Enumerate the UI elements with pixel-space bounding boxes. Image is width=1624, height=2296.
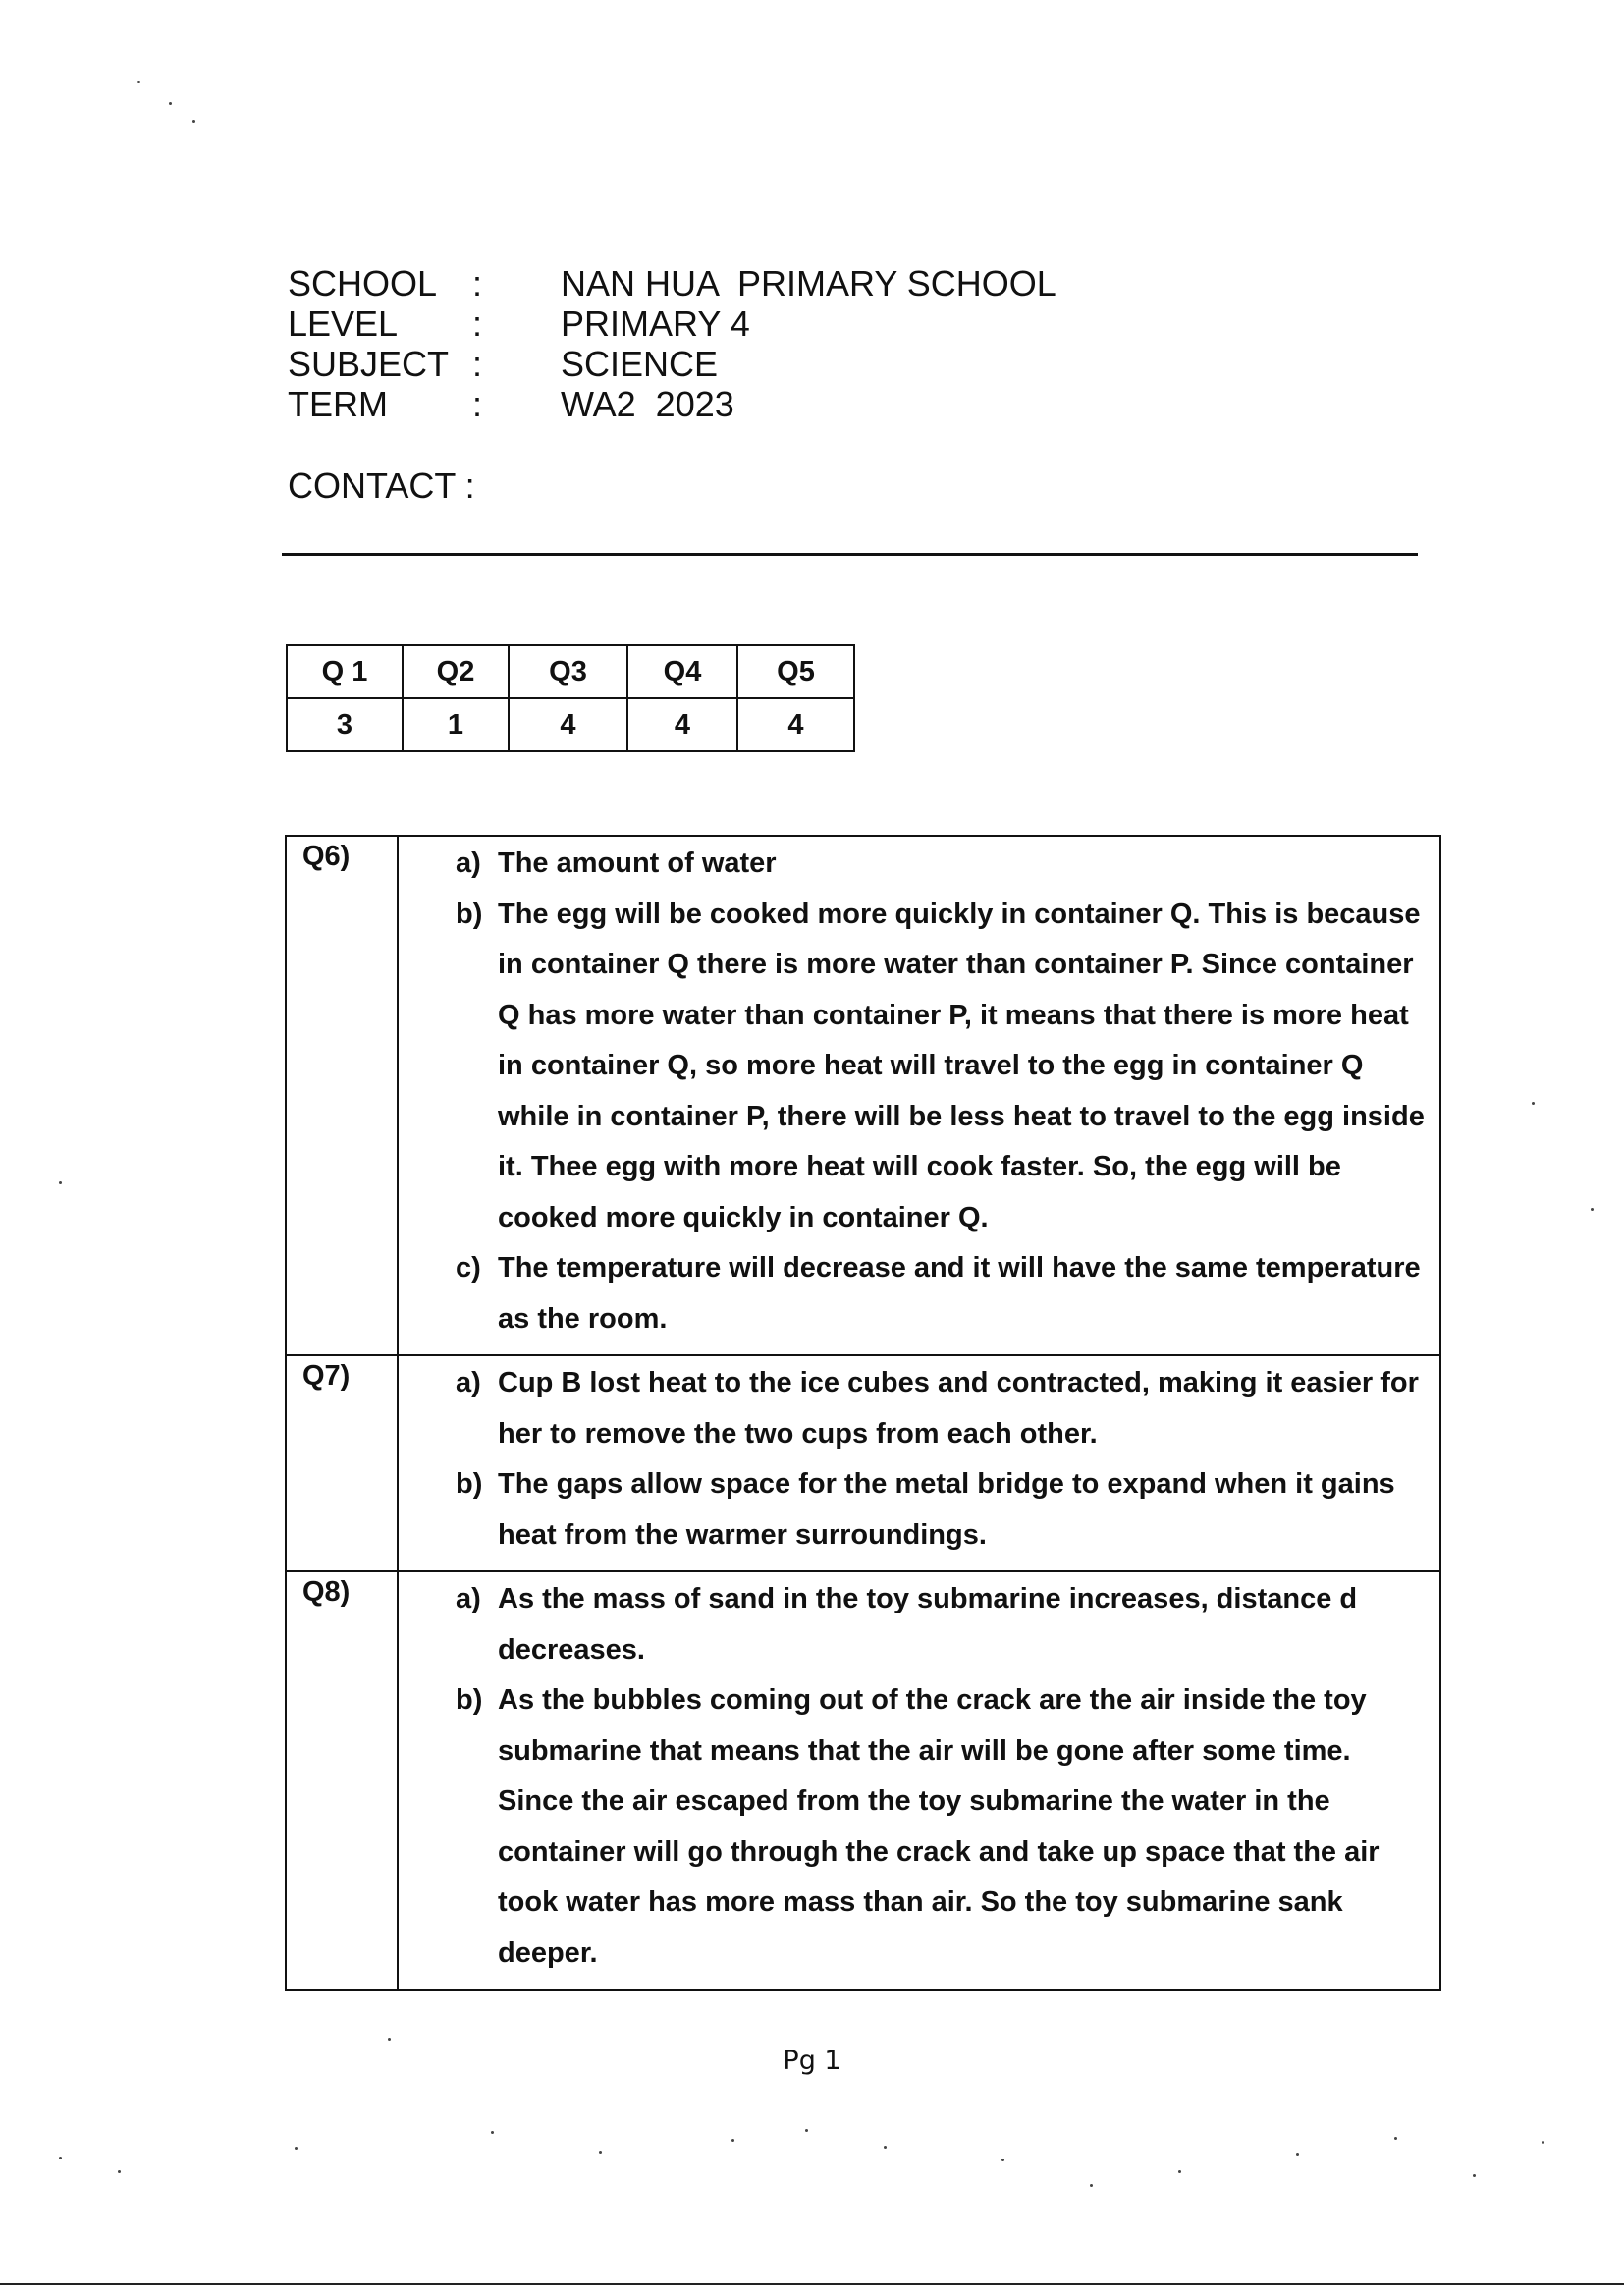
answer-part: [456, 839, 1430, 890]
part-text: The amount of water: [498, 847, 777, 879]
part-text: Cup B lost heat to the ice cubes and contracted, making it easier for her to remove the two cups from each other.: [498, 1367, 1419, 1449]
part-text: The temperature will decrease and it will have the same temperature as the room.: [498, 1252, 1421, 1335]
answer-body: [398, 1571, 1440, 1990]
answer-part: [456, 1243, 1430, 1344]
question-number: Q8): [286, 1571, 398, 1990]
header-divider: [282, 553, 1418, 556]
answer-row-q7: [286, 1355, 1440, 1571]
scan-speck: [192, 120, 195, 123]
info-row-school: [288, 263, 1056, 303]
scan-speck: [731, 2139, 734, 2142]
page-number: Pg 1: [783, 2046, 841, 2076]
info-value-term: WA2 2023: [561, 384, 734, 424]
part-text: The gaps allow space for the metal bridge to expand when it gains heat from the warmer surroundings.: [498, 1468, 1395, 1551]
scan-speck: [1473, 2174, 1476, 2177]
mcq-header-row: [287, 645, 854, 698]
open-ended-answer-table: [285, 835, 1441, 1991]
part-text: As the bubbles coming out of the crack are the air inside the toy submarine that means that the air will be gone after some time. Since the air escaped from the toy submarine the water in the container will go through the crack and take up space that the air took water has more mass than air. So the toy submarine sank deeper.: [498, 1684, 1380, 1969]
answer-part: [456, 1574, 1430, 1675]
mcq-question-cell: Q3: [509, 645, 627, 698]
scan-speck: [1532, 1102, 1535, 1105]
scan-speck: [1542, 2141, 1544, 2144]
scan-speck: [118, 2170, 121, 2173]
info-colon: :: [472, 303, 483, 344]
mcq-answer-cell: 4: [627, 698, 737, 751]
answer-row-q6: [286, 836, 1440, 1355]
info-value-level: PRIMARY 4: [561, 303, 750, 344]
info-colon: :: [472, 384, 483, 424]
mcq-answer-cell: 4: [509, 698, 627, 751]
info-value-subject: SCIENCE: [561, 344, 719, 384]
scan-speck: [1591, 1208, 1594, 1211]
question-number: Q6): [286, 836, 398, 1355]
answer-body: [398, 836, 1440, 1355]
scan-speck: [59, 2157, 62, 2159]
info-value-school: NAN HUA PRIMARY SCHOOL: [561, 263, 1056, 303]
scan-speck: [1090, 2184, 1093, 2187]
part-letter: c): [456, 1252, 481, 1284]
part-letter: a): [456, 1583, 481, 1614]
scan-speck: [388, 2038, 391, 2041]
scan-speck: [1394, 2137, 1397, 2140]
info-label: LEVEL: [288, 303, 399, 344]
mcq-answer-cell: 4: [737, 698, 854, 751]
scan-speck: [137, 81, 140, 83]
info-colon: :: [472, 344, 483, 384]
scan-speck: [599, 2151, 602, 2154]
mcq-question-cell: Q5: [737, 645, 854, 698]
info-label: TERM: [288, 384, 388, 424]
mcq-answer-table: [286, 644, 855, 752]
scan-speck: [1178, 2170, 1181, 2173]
mcq-question-cell: Q2: [403, 645, 509, 698]
answer-part: [456, 1675, 1430, 1979]
scan-speck: [491, 2131, 494, 2134]
school-info-block: [288, 263, 1056, 424]
mcq-answer-cell: 1: [403, 698, 509, 751]
answer-part: [456, 1459, 1430, 1560]
answer-row-q8: [286, 1571, 1440, 1990]
scan-speck: [805, 2129, 808, 2132]
mcq-question-cell: Q 1: [287, 645, 403, 698]
scan-speck: [884, 2146, 887, 2149]
question-number: Q7): [286, 1355, 398, 1571]
info-label: SUBJECT: [288, 344, 450, 384]
info-row-level: [288, 303, 1056, 344]
answer-part: [456, 890, 1430, 1244]
part-letter: a): [456, 1367, 481, 1398]
part-text: As the mass of sand in the toy submarine increases, distance d decreases.: [498, 1583, 1358, 1666]
scan-speck: [59, 1181, 62, 1184]
scan-speck: [1001, 2159, 1004, 2161]
mcq-answer-row: [287, 698, 854, 751]
contact-label: CONTACT :: [288, 465, 475, 506]
part-letter: b): [456, 1468, 483, 1500]
part-text: The egg will be cooked more quickly in container Q. This is because in container Q there is more water than container P. Since container Q has more water than container P, it means that there is more heat in container Q, so more heat will travel to the egg in container Q while in container P, there will be less heat to travel to the egg inside it. Thee egg with more heat will cook faster. So, the egg will be cooked more quickly in container Q.: [498, 898, 1425, 1233]
part-letter: b): [456, 1684, 483, 1716]
scan-speck: [1296, 2153, 1299, 2156]
answer-part: [456, 1358, 1430, 1459]
answer-body: [398, 1355, 1440, 1571]
part-letter: a): [456, 847, 481, 879]
mcq-answer-cell: 3: [287, 698, 403, 751]
info-label: SCHOOL: [288, 263, 438, 303]
info-row-subject: [288, 344, 1056, 384]
info-colon: :: [472, 263, 483, 303]
mcq-question-cell: Q4: [627, 645, 737, 698]
scan-speck: [295, 2147, 298, 2150]
part-letter: b): [456, 898, 483, 930]
scan-speck: [169, 102, 172, 105]
scan-edge-line: [0, 2283, 1624, 2285]
info-row-term: [288, 384, 1056, 424]
